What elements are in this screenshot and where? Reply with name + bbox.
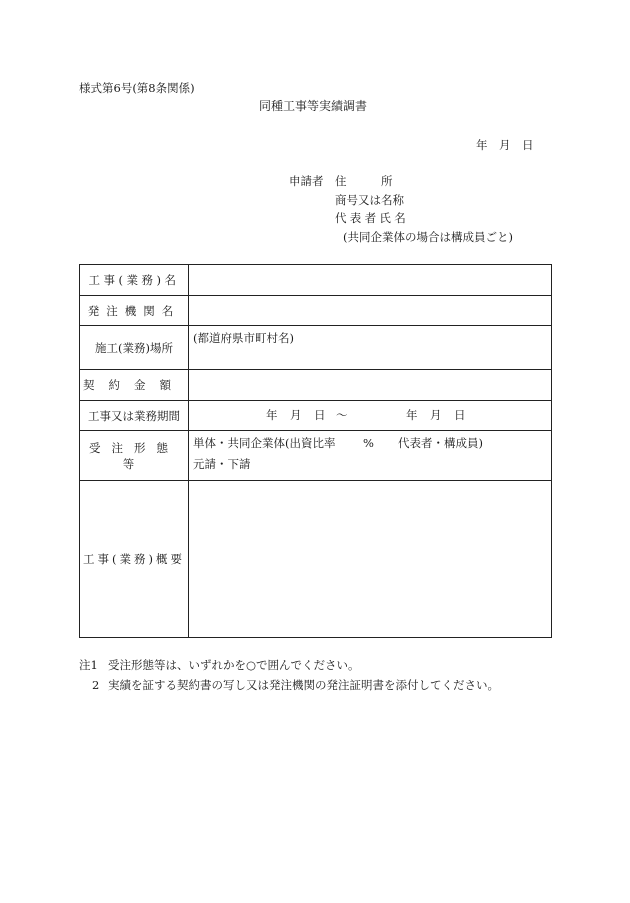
row-label-contract-amount: 契約金額 xyxy=(80,370,189,401)
ordering-agency-field[interactable] xyxy=(189,296,552,326)
note2-prefix: 2 xyxy=(92,678,100,692)
table-row xyxy=(80,401,552,431)
order-form-line1-b: 代表者・構成員) xyxy=(398,436,483,450)
date-month: 月 xyxy=(499,138,511,152)
period-tilde: ～ xyxy=(336,408,348,422)
table-row xyxy=(80,326,552,370)
form-number: 様式第6号(第8条関係) xyxy=(79,81,195,95)
period-end-month: 月 xyxy=(430,408,442,422)
table-row xyxy=(80,296,552,326)
work-location-field[interactable] xyxy=(189,326,552,370)
order-form-field[interactable] xyxy=(189,431,552,481)
note1-prefix: 注1 xyxy=(79,658,98,672)
table-row xyxy=(80,481,552,638)
applicant-trade-name-label: 商号又は名称 xyxy=(335,193,404,207)
order-form-line1-a: 単体・共同企業体(出資比率 xyxy=(193,436,336,450)
period-start-day: 日 xyxy=(314,408,326,422)
applicant-address-label: 住 所 xyxy=(335,174,393,188)
applicant-note: (共同企業体の場合は構成員ごと) xyxy=(343,230,513,244)
table-row xyxy=(80,431,552,481)
row-label-work-name: 工事(業務)名 xyxy=(80,265,189,296)
order-form-line2: 元請・下請 xyxy=(193,457,251,471)
work-period-field[interactable] xyxy=(189,401,552,431)
period-end-day: 日 xyxy=(454,408,466,422)
order-form-line1-pct: % xyxy=(363,436,374,450)
work-summary-field[interactable] xyxy=(189,481,552,638)
row-label-order-form: 受注形態等 xyxy=(80,431,189,481)
date-year: 年 xyxy=(476,138,488,152)
contract-amount-field[interactable] xyxy=(189,370,552,401)
page-title: 同種工事等実績調書 xyxy=(259,99,368,113)
work-location-hint: (都道府県市町村名) xyxy=(193,331,294,345)
work-record-table xyxy=(79,264,552,638)
note1-text: 受注形態等は、いずれかを○で囲んでください。 xyxy=(108,658,360,672)
row-label-work-location: 施工(業務)場所 xyxy=(80,326,189,370)
table-row xyxy=(80,370,552,401)
applicant-representative-label: 代表者氏名 xyxy=(335,211,409,225)
work-name-field[interactable] xyxy=(189,265,552,296)
row-label-work-summary: 工事(業務)概要 xyxy=(80,481,189,638)
table-row xyxy=(80,265,552,296)
period-end-year: 年 xyxy=(406,408,418,422)
row-label-ordering-agency: 発注機関名 xyxy=(80,296,189,326)
date-day: 日 xyxy=(522,138,534,152)
period-start-month: 月 xyxy=(290,408,302,422)
applicant-label: 申請者 xyxy=(289,174,324,188)
note2-text: 実績を証する契約書の写し又は発注機関の発注証明書を添付してください。 xyxy=(108,678,499,692)
period-start-year: 年 xyxy=(266,408,278,422)
row-label-work-period: 工事又は業務期間 xyxy=(80,401,189,431)
